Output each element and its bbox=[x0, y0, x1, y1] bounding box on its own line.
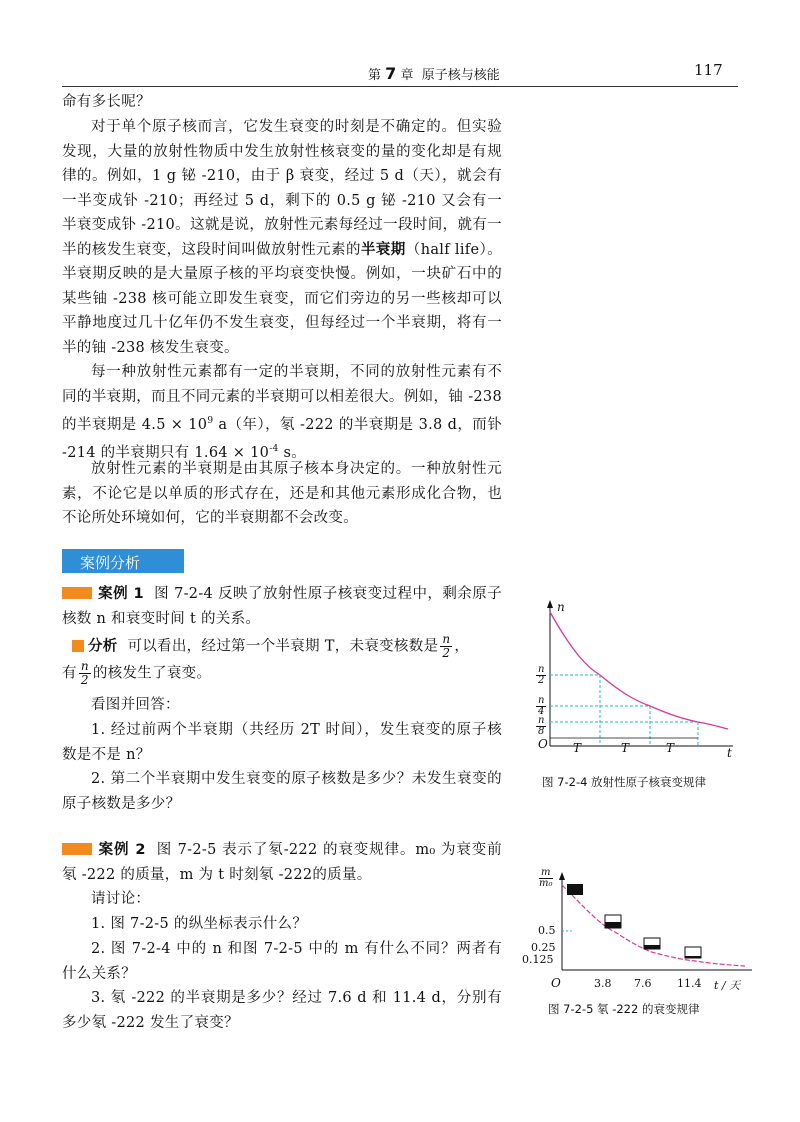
fig1-label-n2: $\frac{n}{2}$ bbox=[538, 664, 545, 686]
orange-marker bbox=[62, 587, 92, 599]
beaker-eighth-fill bbox=[685, 956, 701, 958]
fig2-y-axis-label: $\frac{m}{\text{m₀}}$ bbox=[539, 867, 553, 889]
y-axis-arrow bbox=[559, 872, 565, 880]
fig1-caption: 图 7-2-4 放射性原子核衰变规律 bbox=[542, 775, 707, 789]
fig1-tick-T: T bbox=[666, 741, 675, 755]
fraction-n-over-2: $\frac{n}{2}$ bbox=[442, 632, 451, 660]
fig1-y-axis-label: n bbox=[557, 600, 565, 614]
fig1-origin: O bbox=[538, 737, 548, 751]
chapter-header: 第 7 章 原子核与核能 bbox=[368, 64, 500, 83]
discuss-intro: 请讨论： bbox=[91, 891, 151, 907]
fig1-label-n4: $\frac{n}{4}$ bbox=[538, 695, 545, 717]
fig2-origin: O bbox=[551, 976, 561, 990]
paragraph-half-life-values: 每一种放射性元素都有一定的半衰期，不同的放射性元素有不同的半衰期，而且不同元素的半衰期可以相差很大。例如，铀 -238 的半衰期是 $4.5 \times 10^9$ a（年），氡 -222 的半衰期是 3.8 d，而钋 -214 的半衰期只有 $1.64 \times 10^{-4}$ s。 bbox=[62, 364, 502, 462]
fig1-tick-T: T bbox=[573, 741, 582, 755]
fig2-ytick: 0.5 bbox=[538, 924, 556, 937]
fraction-n-over-2: $\frac{n}{2}$ bbox=[80, 659, 89, 687]
fig1-x-axis-label: t bbox=[727, 746, 732, 760]
case-analysis-banner: 案例分析 bbox=[62, 549, 184, 573]
page-number: 117 bbox=[694, 61, 723, 79]
fig2-xtick: 11.4 bbox=[677, 977, 702, 990]
discuss-2: 2. 图 7-2-4 中的 n 和图 7-2-5 中的 m 有什么不同？两者有什么关系？ bbox=[62, 941, 502, 982]
fig2-caption: 图 7-2-5 氡 -222 的衰变规律 bbox=[548, 1002, 700, 1016]
paragraph-continued: 命有多长呢？ bbox=[62, 94, 151, 110]
fig2-xtick: 7.6 bbox=[634, 977, 652, 990]
beaker-quarter-fill bbox=[644, 945, 660, 949]
fig1-tick-T: T bbox=[621, 741, 630, 755]
fig2-ytick: 0.125 bbox=[522, 953, 554, 966]
fig2-x-axis-label: t / 天 bbox=[714, 979, 741, 992]
fig2-xtick: 3.8 bbox=[594, 977, 612, 990]
beaker-full bbox=[567, 884, 583, 895]
discuss-3: 3. 氡 -222 的半衰期是多少？经过 7.6 d 和 11.4 d，分别有多少氡 -222 发生了衰变？ bbox=[62, 990, 502, 1031]
paragraph-half-life-invariant: 放射性元素的半衰期是由其原子核本身决定的。一种放射性元素，不论它是以单质的形式存在，还是和其他元素形成化合物，也不论所处环境如何，它的半衰期都不会改变。 bbox=[62, 461, 502, 526]
y-axis-arrow bbox=[547, 600, 553, 608]
question-intro: 看图并回答： bbox=[91, 697, 180, 713]
question-2: 2. 第二个半衰期中发生衰变的原子核数是多少？未发生衰变的原子核数是多少？ bbox=[62, 771, 502, 812]
figure-decay-curve-n bbox=[528, 598, 758, 760]
question-1: 1. 经过前两个半衰期（共经历 2T 时间），发生衰变的原子核数是不是 n？ bbox=[62, 722, 502, 763]
analysis: 分析 可以看出，经过第一个半衰期 T，未衰变核数是 $\frac{n}{2}$ ， 有 $\frac{n}{2}$ 的核发生了衰变。 bbox=[62, 632, 470, 687]
fig2-ytick: 0.25 bbox=[531, 941, 556, 954]
beaker-half-fill bbox=[605, 922, 621, 928]
case-1: 案例 1 图 7-2-4 反映了放射性原子核衰变过程中，剩余原子核数 n 和衰变时间 t 的关系。 bbox=[62, 586, 502, 627]
decay-curve bbox=[550, 612, 728, 729]
paragraph-half-life: 对于单个原子核而言，它发生衰变的时刻是不确定的。但实验发现，大量的放射性物质中发生放射性核衰变的量的变化却是有规律的。例如，1 g 铋 -210，由于 β 衰变，经过 5 d（天），就会有一半变成钋 -210；再经过 5 d，剩下的 0.5 g 铋 -210 又会有一半衰变成钋 -210。这就是说，放射性元素每经过一段时间，就有一半的核发生衰变，这段时间叫做放射性元素的半衰期（half life）。半衰期反映的是大量原子核的平均衰变快慢。例如，一块矿石中的某些铀 -238 核可能立即发生衰变，而它们旁边的另一些核却可以平静地度过几十亿年仍不发生衰变，但每经过一个半衰期，将有一半的铀 -238 核发生衰变。 bbox=[62, 119, 503, 356]
decay-curve bbox=[562, 885, 745, 966]
case-2: 案例 2 图 7-2-5 表示了氡-222 的衰变规律。m₀ 为衰变前氡 -222 的质量，m 为 t 时刻氡 -222的质量。 bbox=[62, 842, 502, 883]
fig1-label-n8: $\frac{n}{8}$ bbox=[538, 715, 545, 737]
orange-marker bbox=[62, 843, 92, 855]
figure-decay-radon bbox=[539, 867, 760, 980]
header-rule bbox=[62, 86, 738, 87]
term-half-life: 半衰期 bbox=[360, 241, 406, 258]
orange-square-marker bbox=[72, 640, 84, 652]
discuss-1: 1. 图 7-2-5 的纵坐标表示什么？ bbox=[91, 916, 308, 932]
chapter-title: 原子核与核能 bbox=[421, 68, 500, 83]
